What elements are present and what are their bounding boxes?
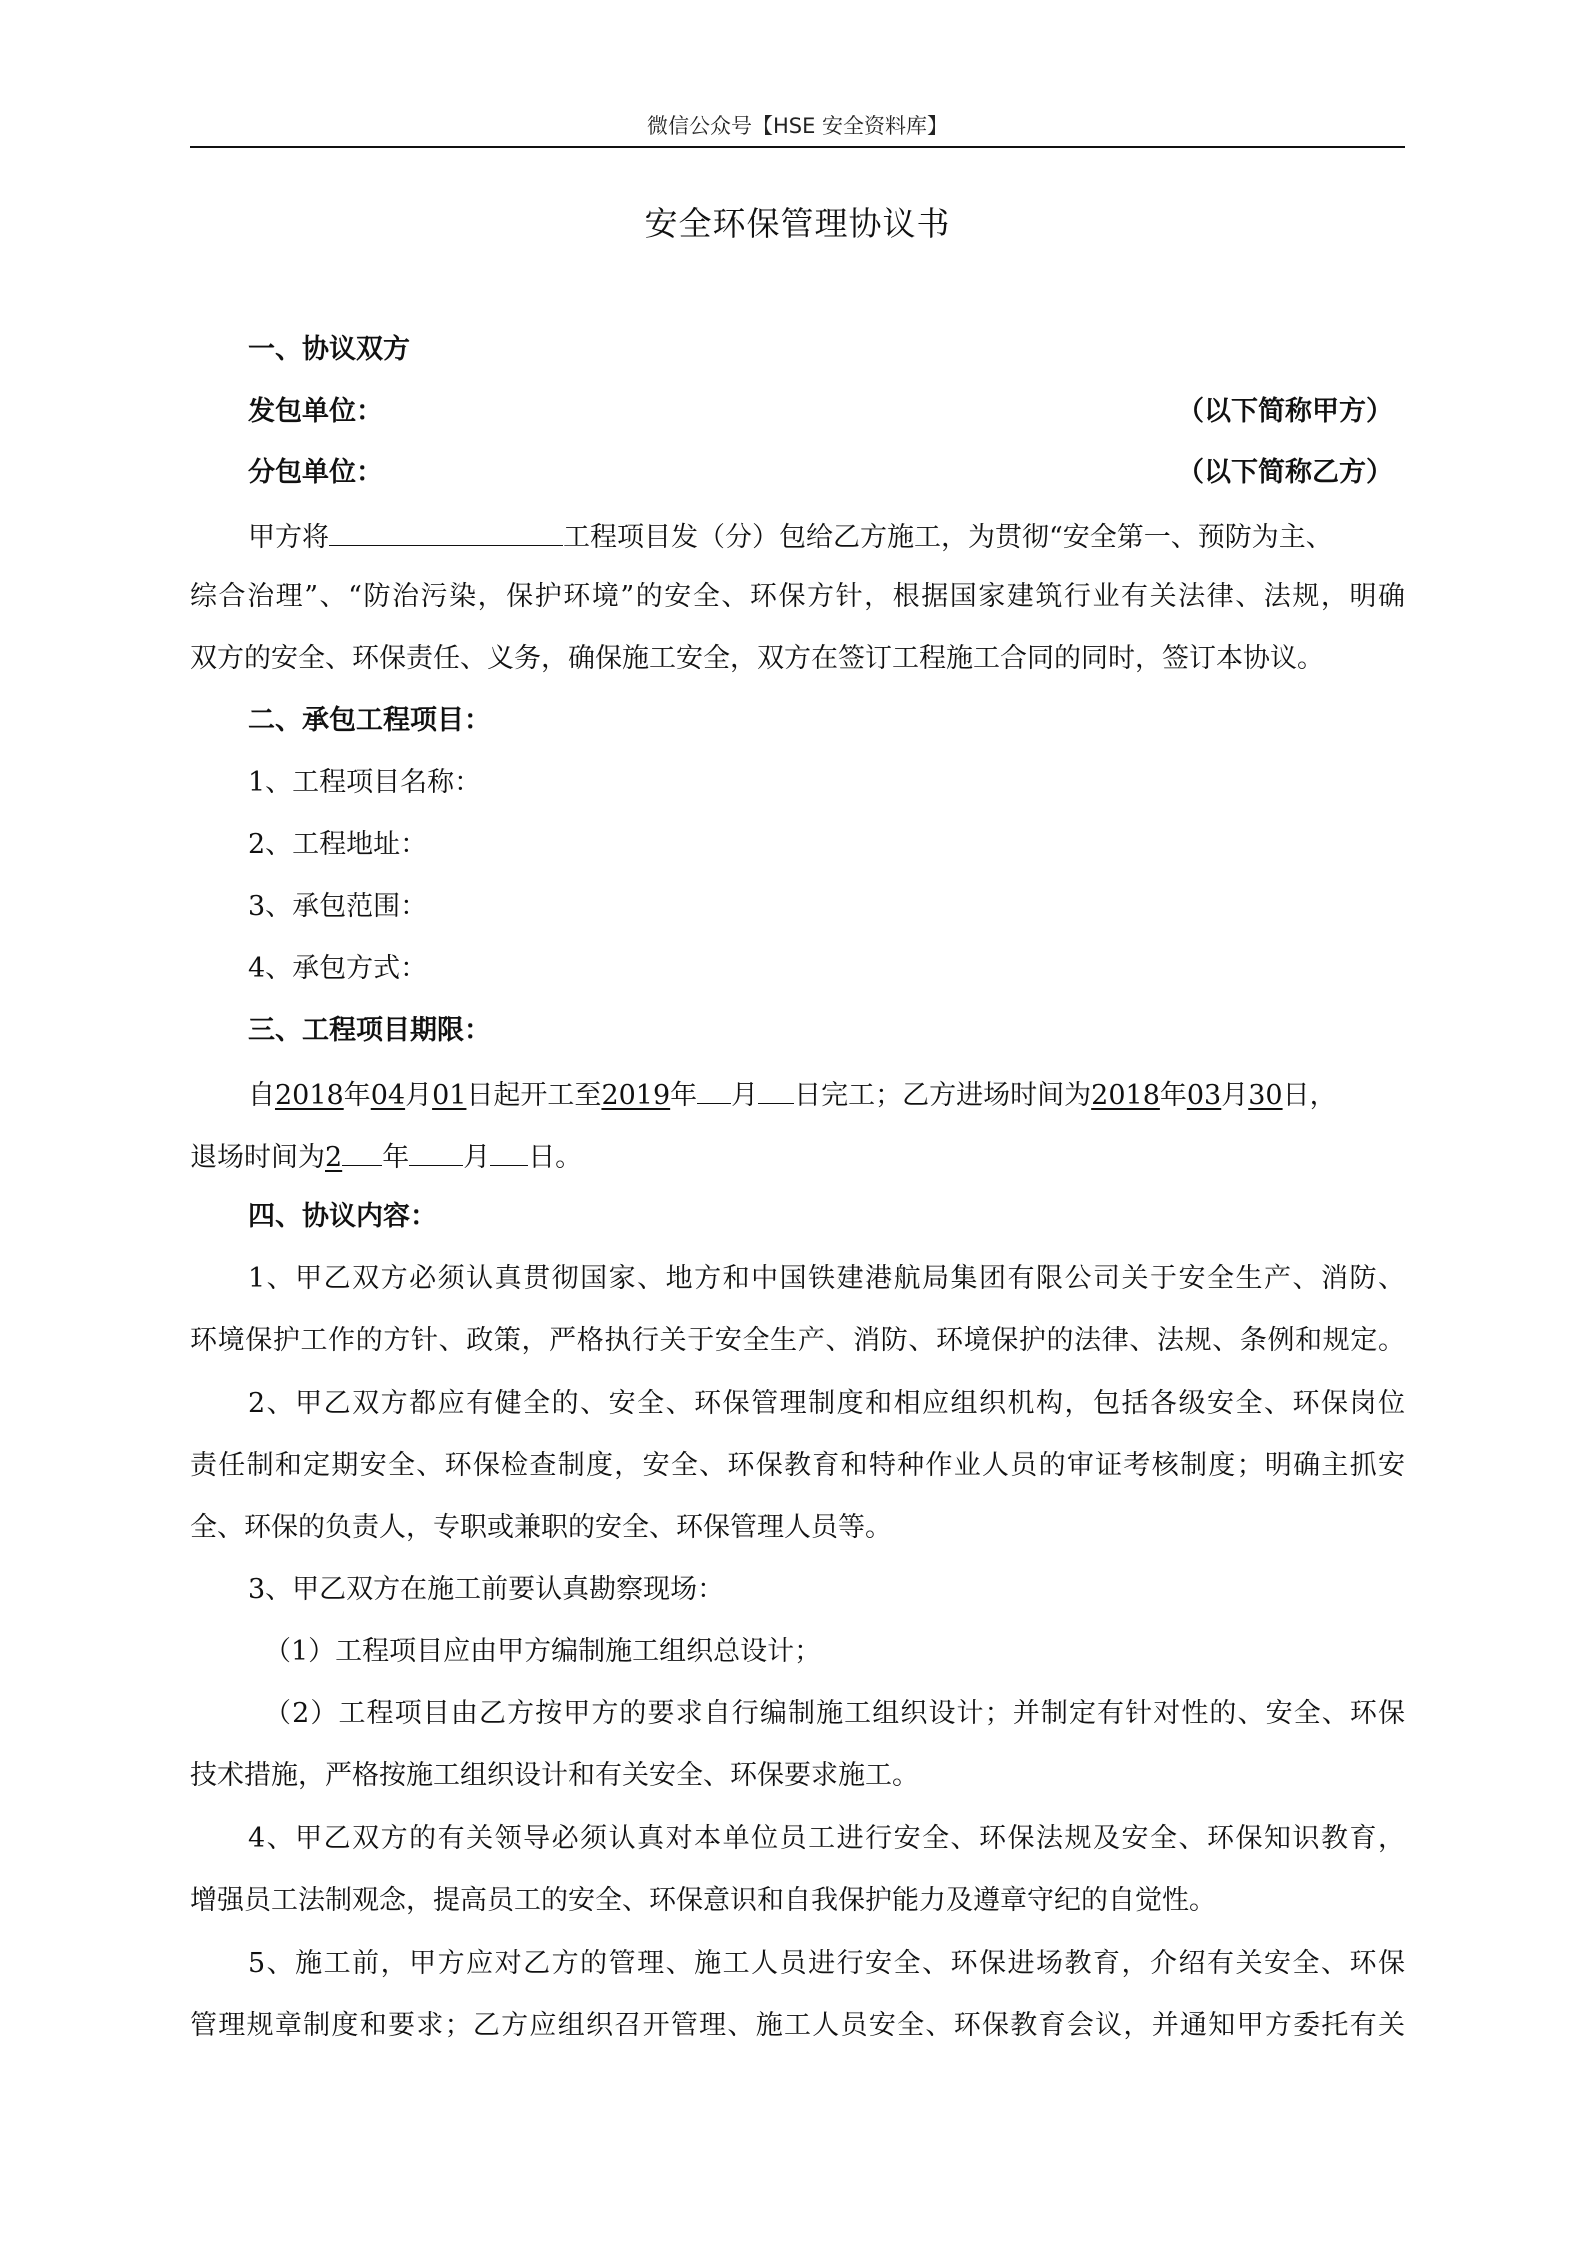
period-text: 月 — [731, 1080, 759, 1111]
period-text: 年 — [1159, 1080, 1187, 1111]
clause-5-line-2: 管理规章制度和要求；乙方应组织召开管理、施工人员安全、环保教育会议，并通知甲方委托有关 — [190, 2010, 1405, 2041]
intro-line-2: 综合治理”、“防治污染，保护环境”的安全、环保方针，根据国家建筑行业有关法律、法规，明确 — [190, 581, 1405, 612]
intro-line-3: 双方的安全、环保责任、义务，确保施工安全，双方在签订工程施工合同的同时，签订本协议。 — [190, 643, 1324, 674]
clause-2-line-3: 全、环保的负责人，专职或兼职的安全、环保管理人员等。 — [190, 1512, 892, 1543]
entry-day: 30 — [1248, 1080, 1283, 1111]
party-a-label: 发包单位： — [248, 396, 383, 427]
period-line-2 — [190, 1135, 1405, 1178]
item-contract-scope: 3、承包范围： — [248, 891, 428, 922]
header-rule — [190, 146, 1405, 148]
clause-1-line-1: 1、甲乙双方必须认真贯彻国家、地方和中国铁建港航局集团有限公司关于安全生产、消防、 — [248, 1263, 1405, 1294]
item-project-name: 1、工程项目名称： — [248, 767, 482, 798]
intro-line-1-text: 工程项目发（分）包给乙方施工，为贯彻“安全第一、预防为主、 — [563, 522, 1333, 553]
intro-line-1 — [190, 515, 1405, 558]
item-project-address: 2、工程地址： — [248, 829, 428, 860]
end-year: 2019 — [601, 1080, 671, 1111]
exit-year-blank — [342, 1135, 382, 1166]
clause-1-line-2: 环境保护工作的方针、政策，严格执行关于安全生产、消防、环境保护的法律、法规、条例和规定。 — [190, 1325, 1405, 1356]
party-b-row — [190, 453, 1405, 493]
period-text: 年 — [382, 1142, 410, 1173]
clause-2-line-1: 2、甲乙双方都应有健全的、安全、环保管理制度和相应组织机构，包括各级安全、环保岗位 — [248, 1388, 1405, 1419]
period-text: 日， — [1282, 1080, 1337, 1111]
entry-month: 03 — [1186, 1080, 1222, 1111]
clause-4-line-1: 4、甲乙双方的有关领导必须认真对本单位员工进行安全、环保法规及安全、环保知识教育， — [248, 1823, 1405, 1854]
intro-prefix: 甲方将 — [248, 522, 329, 553]
party-a-row — [190, 392, 1405, 432]
period-text: 日起开工至 — [466, 1080, 602, 1111]
period-line-1 — [190, 1073, 1405, 1116]
clause-3-line-1: 3、甲乙双方在施工前要认真勘察现场： — [248, 1574, 725, 1605]
start-year: 2018 — [275, 1080, 344, 1111]
party-b-label: 分包单位： — [248, 457, 383, 488]
period-text: 自 — [248, 1080, 275, 1111]
page-header: 微信公众号【HSE 安全资料库】 — [646, 114, 949, 138]
entry-year: 2018 — [1091, 1080, 1160, 1111]
period-text: 日完工；乙方进场时间为 — [794, 1080, 1092, 1111]
clause-3-sub-2-line-1: （2）工程项目由乙方按甲方的要求自行编制施工组织设计；并制定有针对性的、安全、环保 — [264, 1698, 1405, 1729]
period-text: 月 — [463, 1142, 491, 1173]
section-2-heading: 二、承包工程项目： — [248, 705, 491, 736]
exit-day-blank — [490, 1135, 528, 1166]
period-text: 月 — [405, 1080, 433, 1111]
exit-month-blank — [409, 1135, 463, 1166]
start-day: 01 — [432, 1080, 467, 1111]
period-text: 月 — [1221, 1080, 1249, 1111]
section-3-heading: 三、工程项目期限： — [248, 1015, 491, 1046]
party-b-note: （以下简称乙方） — [1177, 457, 1393, 488]
period-text: 日。 — [528, 1142, 583, 1173]
clause-3-sub-1: （1）工程项目应由甲方编制施工组织总设计； — [264, 1636, 822, 1667]
document-title: 安全环保管理协议书 — [644, 204, 951, 243]
item-contract-method: 4、承包方式： — [248, 953, 428, 984]
section-1-heading: 一、协议双方 — [248, 334, 410, 365]
section-4-heading: 四、协议内容： — [248, 1201, 437, 1232]
end-day-blank — [758, 1073, 794, 1104]
clause-5-line-1: 5、施工前，甲方应对乙方的管理、施工人员进行安全、环保进场教育，介绍有关安全、环保 — [248, 1948, 1405, 1979]
project-name-blank — [329, 515, 563, 546]
clause-2-line-2: 责任制和定期安全、环保检查制度，安全、环保教育和特种作业人员的审证考核制度；明确主抓安 — [190, 1450, 1405, 1481]
period-text: 退场时间为 — [190, 1142, 325, 1173]
exit-year: 2 — [325, 1142, 343, 1173]
start-month: 04 — [370, 1080, 406, 1111]
end-month-blank — [697, 1073, 731, 1104]
clause-4-line-2: 增强员工法制观念，提高员工的安全、环保意识和自我保护能力及遵章守纪的自觉性。 — [190, 1885, 1216, 1916]
period-text: 年 — [670, 1080, 698, 1111]
period-text: 年 — [343, 1080, 371, 1111]
party-a-note: （以下简称甲方） — [1177, 396, 1393, 427]
clause-3-sub-2-line-2: 技术措施，严格按施工组织设计和有关安全、环保要求施工。 — [190, 1760, 919, 1791]
